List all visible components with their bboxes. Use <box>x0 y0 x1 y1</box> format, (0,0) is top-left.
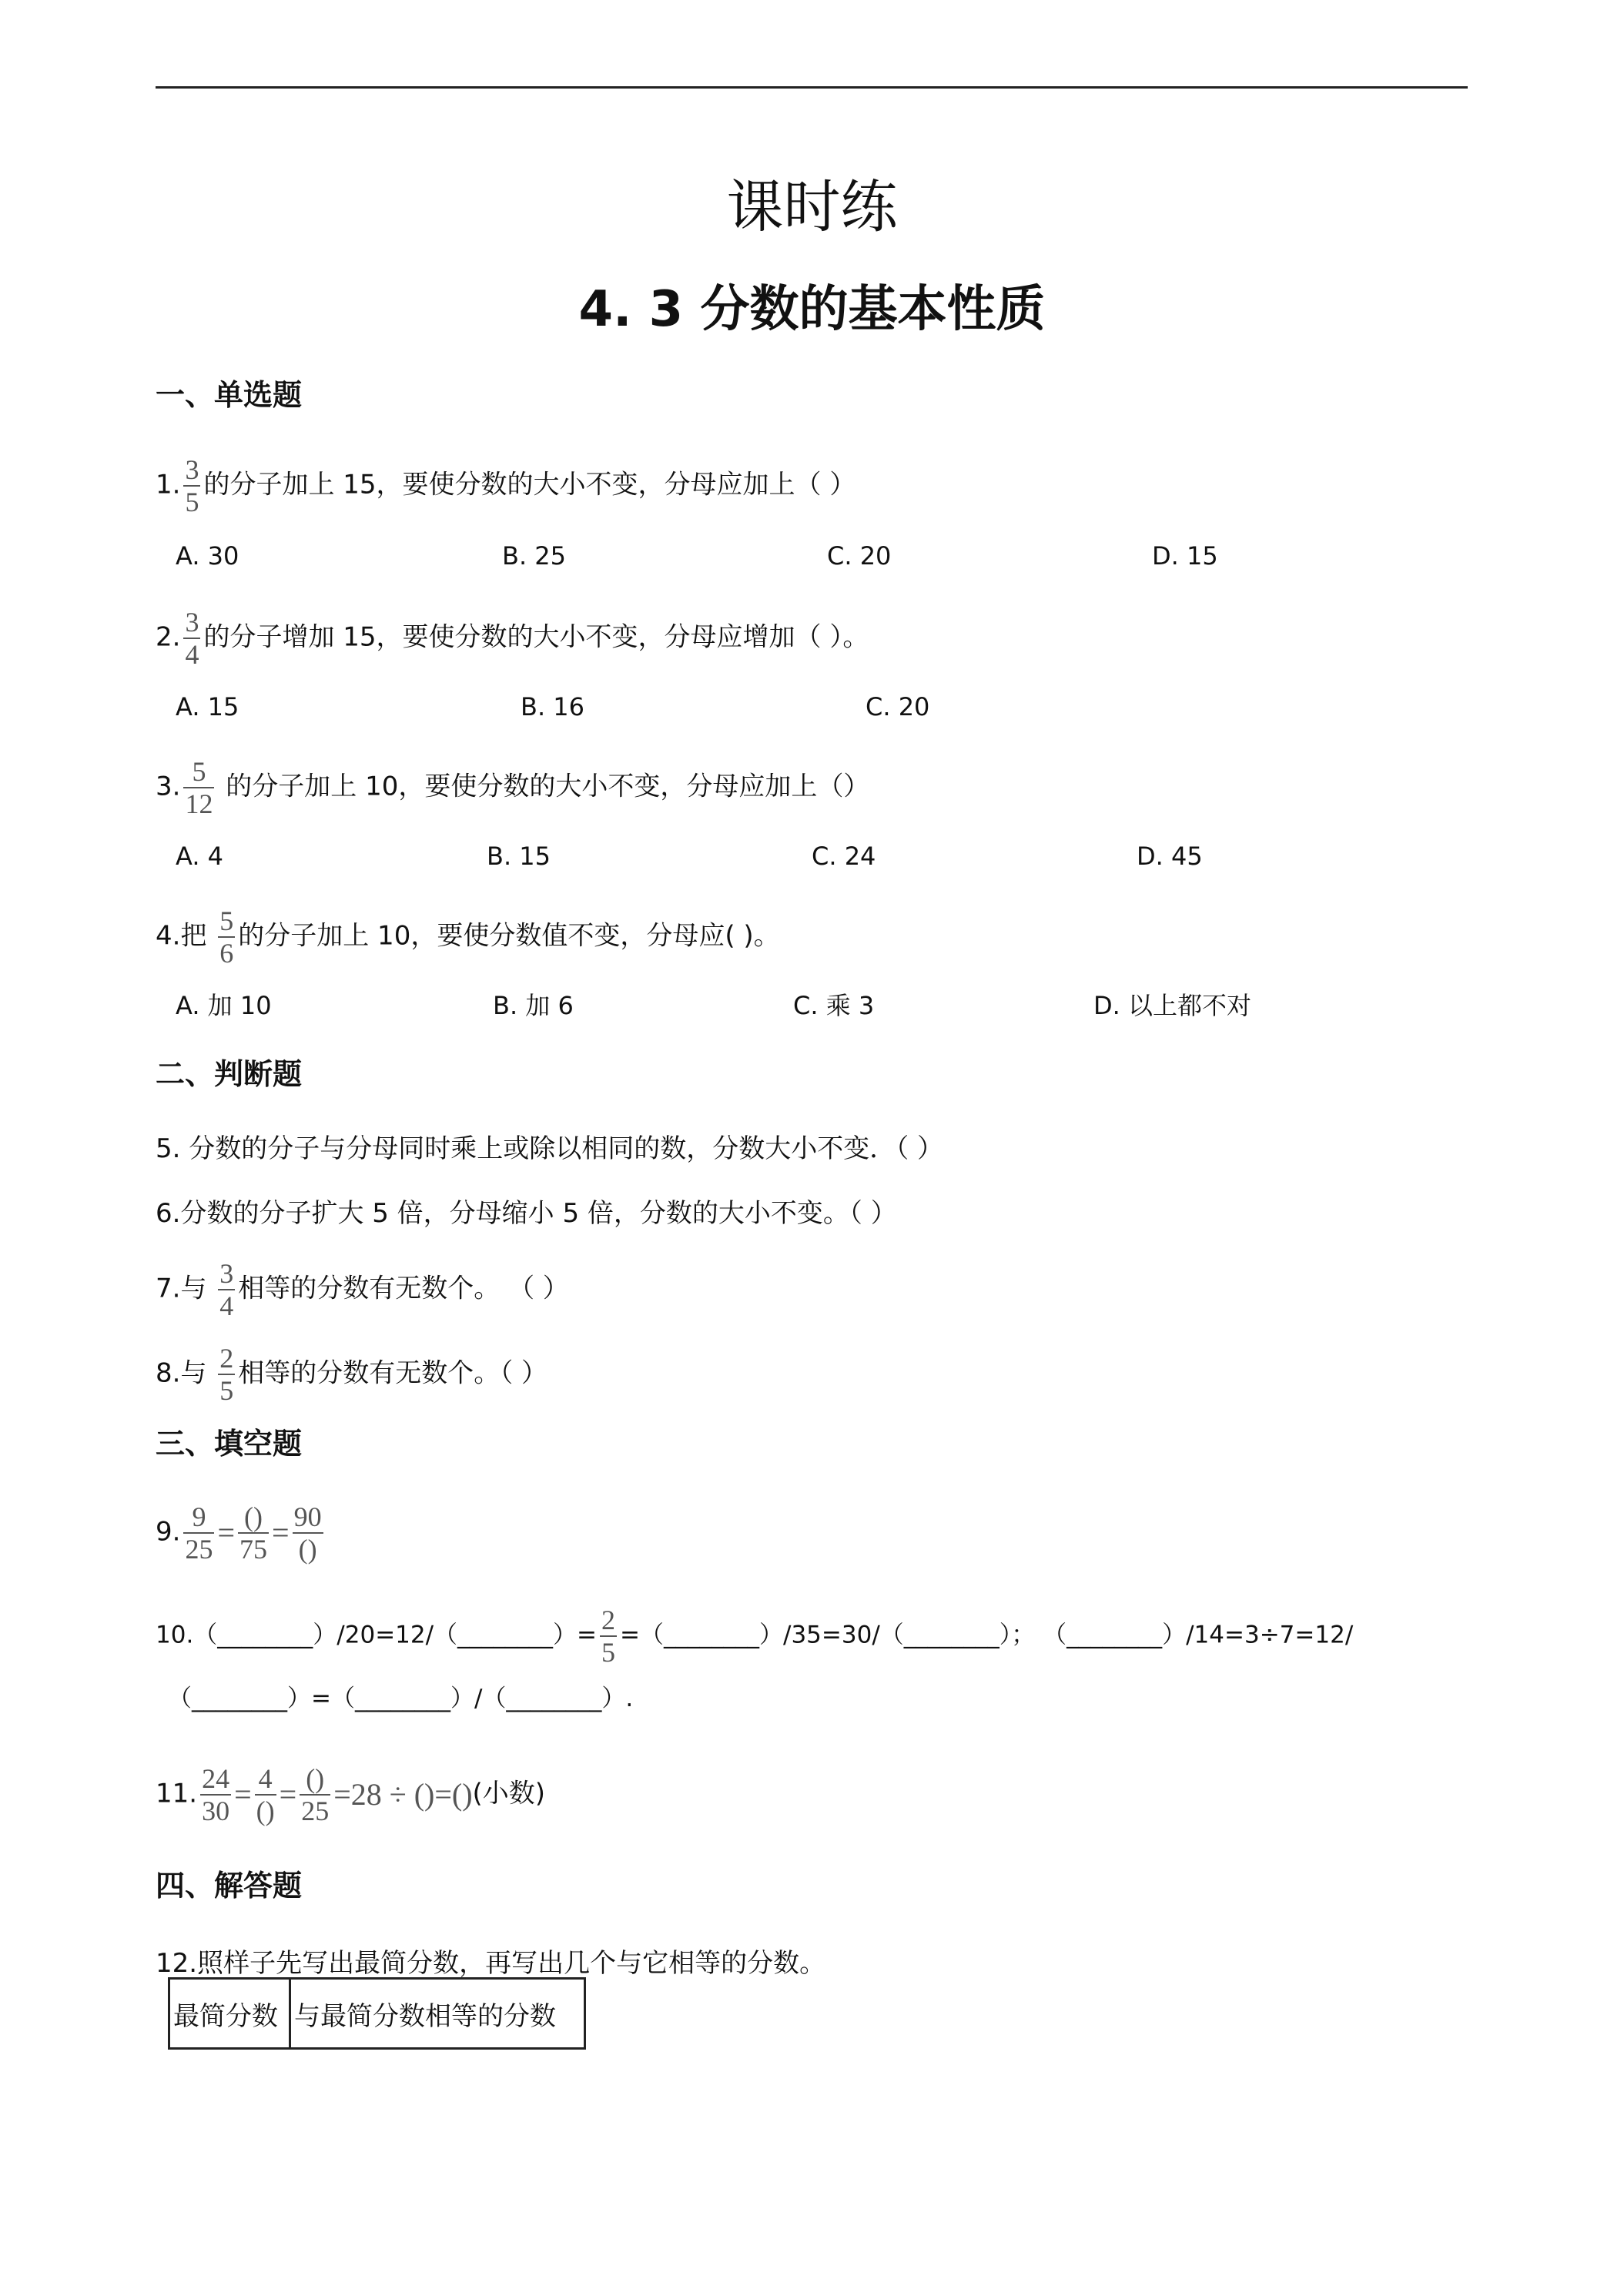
question-1 <box>156 456 856 516</box>
equals-sign: = <box>217 1515 236 1550</box>
equals-sign: = <box>272 1515 290 1550</box>
option-d[interactable]: D. 45 <box>1137 842 1203 871</box>
question-2 <box>156 608 869 668</box>
table-header-cell: 最简分数 <box>169 1979 290 2049</box>
question-number: 8.与 <box>156 1357 216 1389</box>
question-text: 的分子加上 15，要使分数的大小不变，分母应加上（ ） <box>203 469 856 500</box>
option-c[interactable]: C. 20 <box>866 692 930 721</box>
table-header-cell: 与最简分数相等的分数 <box>290 1979 585 2049</box>
question-text: 相等的分数有无数个。（ ） <box>238 1357 548 1389</box>
question-5: 5. 分数的分子与分母同时乘上或除以相同的数，分数大小不变．（ ） <box>156 1133 944 1164</box>
fraction: $\frac{3}{4}$ <box>185 607 199 670</box>
fraction: $\frac{3}{4}$ <box>219 1258 234 1321</box>
page-title: 课时练 <box>726 174 898 240</box>
question-text: 的分子加上 10，要使分数值不变，分母应( )。 <box>238 920 780 952</box>
option-b[interactable]: B. 25 <box>502 541 567 571</box>
fraction: $\frac{2}{5}$ <box>219 1343 234 1406</box>
fraction: $\frac{()}{25}$ <box>301 1763 330 1826</box>
expression-tail: =28 ÷ ()=() <box>333 1777 473 1812</box>
question-10-line-2: （________）=（________）/（________）. <box>168 1685 634 1712</box>
fraction: $\frac{2}{5}$ <box>601 1605 616 1668</box>
section-heading-answer: 四、解答题 <box>156 1869 303 1903</box>
question-number: 7.与 <box>156 1273 216 1304</box>
option-c[interactable]: C. 24 <box>812 842 876 871</box>
equals-sign: = <box>279 1777 297 1812</box>
section-heading-single-choice: 一、单选题 <box>156 378 303 412</box>
fraction: $\frac{4}{()}$ <box>256 1763 275 1826</box>
fraction: $\frac{9}{25}$ <box>185 1501 213 1565</box>
question-7 <box>156 1260 569 1320</box>
fraction: $\frac{5}{6}$ <box>219 905 234 969</box>
question-6: 6.分数的分子扩大 5 倍，分母缩小 5 倍，分数的大小不变。（ ） <box>156 1198 897 1229</box>
option-a[interactable]: A. 15 <box>176 692 239 721</box>
option-c[interactable]: C. 乘 3 <box>793 991 875 1020</box>
option-a[interactable]: A. 加 10 <box>176 991 272 1020</box>
section-heading-fill-blank: 三、填空题 <box>156 1427 303 1461</box>
question-number: 1. <box>156 469 181 500</box>
question-text: 相等的分数有无数个。 （ ） <box>238 1273 569 1304</box>
fraction: $\frac{5}{12}$ <box>185 756 213 819</box>
question-3 <box>156 758 869 818</box>
question-number: 3. <box>156 771 181 802</box>
top-rule <box>156 86 1468 89</box>
fraction-table <box>168 1977 586 2050</box>
question-number: 2. <box>156 621 181 653</box>
question-12: 12.照样子先写出最简分数，再写出几个与它相等的分数。 <box>156 1948 826 1979</box>
question-text: 10.（________）/20=12/（________）= <box>156 1621 598 1649</box>
question-text: =（________）/35=30/（________）； （________）/14=3÷7=12/ <box>620 1621 1354 1649</box>
fraction: $\frac{3}{5}$ <box>185 454 199 517</box>
question-8 <box>156 1344 547 1404</box>
question-text: 的分子增加 15，要使分数的大小不变，分母应增加（ ）。 <box>203 621 869 653</box>
table-row <box>169 1979 585 2049</box>
option-b[interactable]: B. 16 <box>521 692 585 721</box>
option-a[interactable]: A. 30 <box>176 541 239 571</box>
question-number: 4.把 <box>156 920 216 952</box>
question-number: 9. <box>156 1516 181 1548</box>
option-a[interactable]: A. 4 <box>176 842 224 871</box>
page-subtitle: 4. 3 分数的基本性质 <box>578 281 1046 338</box>
question-number: 11. <box>156 1778 198 1809</box>
option-d[interactable]: D. 15 <box>1152 541 1218 571</box>
question-4 <box>156 907 780 967</box>
fraction: $\frac{()}{75}$ <box>239 1501 268 1565</box>
option-b[interactable]: B. 15 <box>487 842 551 871</box>
option-c[interactable]: C. 20 <box>827 541 892 571</box>
question-10-line-1 <box>156 1606 1353 1666</box>
option-d[interactable]: D. 以上都不对 <box>1093 991 1251 1020</box>
question-9 <box>156 1503 326 1563</box>
equals-sign: = <box>234 1777 252 1812</box>
question-text: (小数) <box>472 1778 546 1809</box>
option-b[interactable]: B. 加 6 <box>493 991 574 1020</box>
fraction: $\frac{24}{30}$ <box>202 1763 230 1826</box>
fraction: $\frac{90}{()}$ <box>293 1501 322 1565</box>
section-heading-true-false: 二、判断题 <box>156 1057 303 1091</box>
question-text: 的分子加上 10，要使分数的大小不变，分母应加上（） <box>217 771 870 802</box>
question-11 <box>156 1765 545 1825</box>
